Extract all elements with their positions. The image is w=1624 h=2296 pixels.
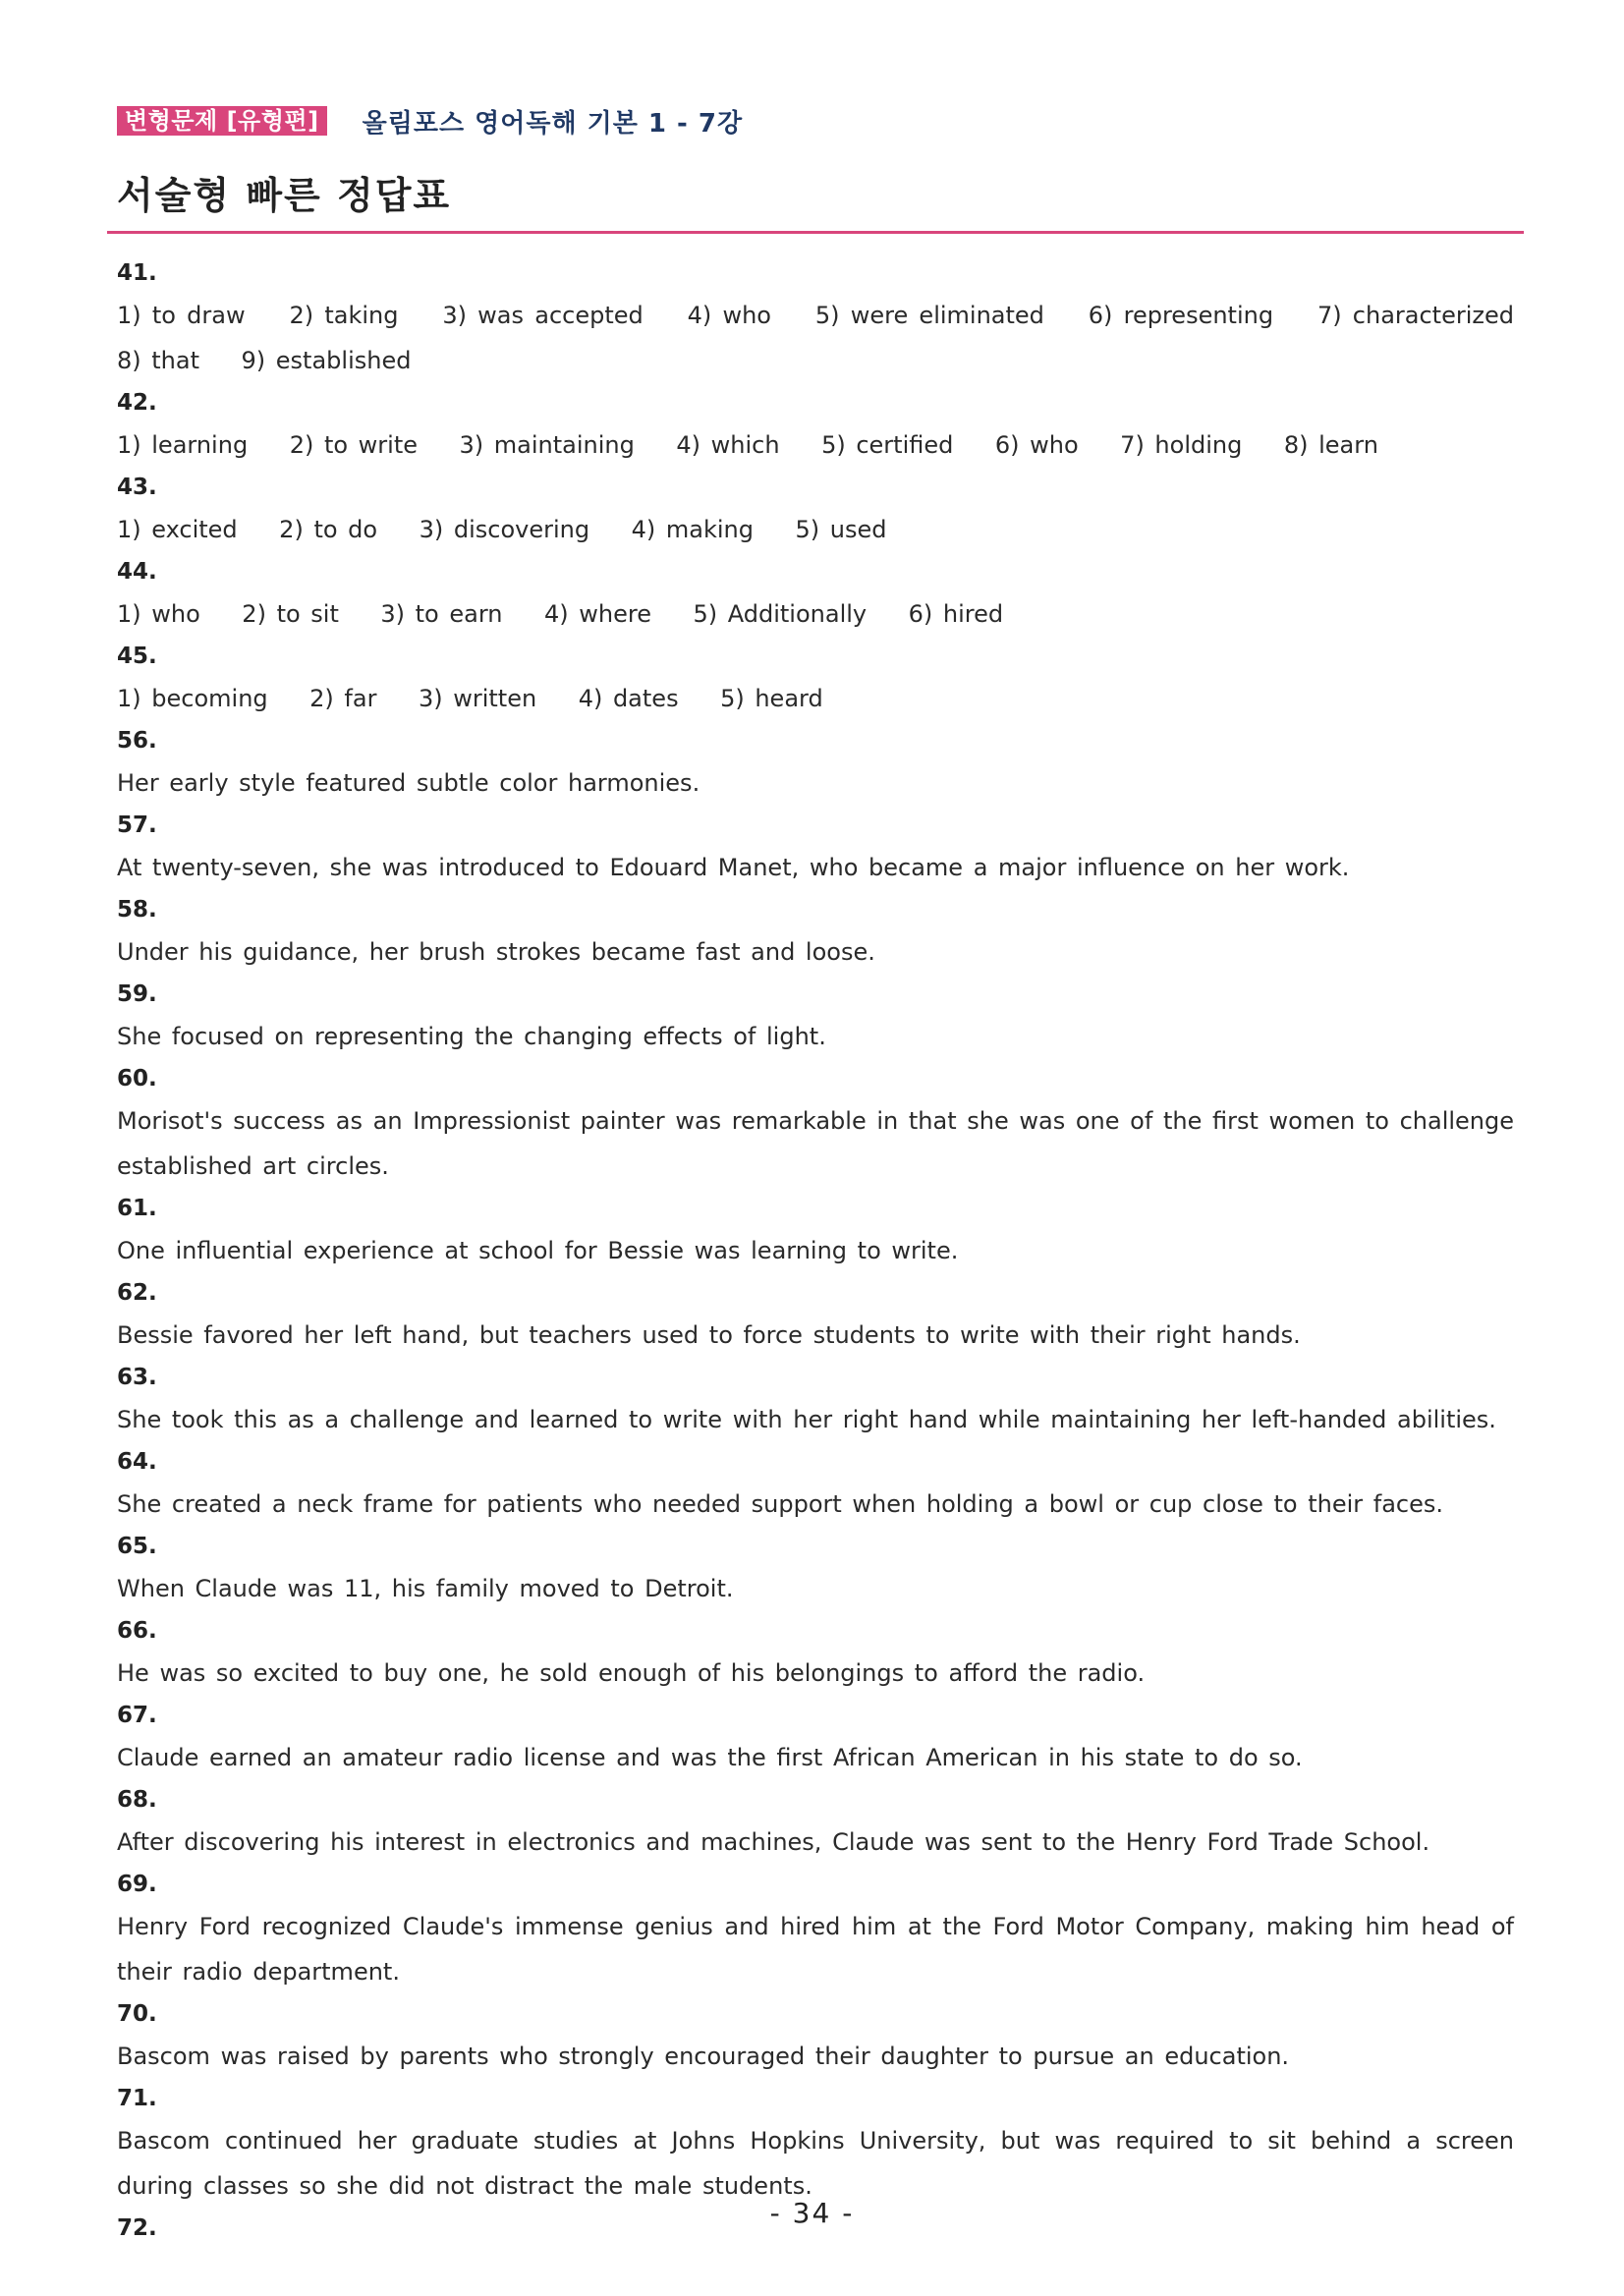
question-number: 43.	[117, 475, 157, 500]
answer-list	[117, 253, 1556, 2248]
answer-text: She created a neck frame for patients who needed support when holding a bowl or cup close to their faces.	[117, 1490, 1443, 1518]
answer-text: Bascom continued her graduate studies at Johns Hopkins University, but was required to sit behind a screen during classes so she did not distract the male students.	[117, 2127, 1525, 2200]
page-title: 서술형 빠른 정답표	[117, 174, 452, 217]
question-number: 56.	[117, 728, 157, 754]
page-header	[117, 104, 743, 138]
answer-item	[117, 806, 1514, 890]
question-number: 57.	[117, 812, 157, 838]
answer-item	[117, 890, 1514, 975]
question-number: 44.	[117, 559, 157, 585]
answer-item	[117, 1059, 1525, 1189]
question-number: 64.	[117, 1449, 157, 1475]
answer-item	[117, 975, 1514, 1059]
answer-text: 1) learning 2) to write 3) maintaining 4) which 5) certified 6) who 7) holding 8) learn	[117, 431, 1378, 459]
answer-item	[117, 383, 1514, 468]
answer-text: Bascom was raised by parents who strongly encouraged their daughter to pursue an education.	[117, 2043, 1290, 2070]
answer-text: After discovering his interest in electronics and machines, Claude was sent to the Henry Ford Trade School.	[117, 1828, 1430, 1856]
section-tag: 변형문제 [유형편]	[117, 106, 327, 136]
answer-item	[117, 1994, 1514, 2079]
question-number: 62.	[117, 1280, 157, 1306]
question-number: 58.	[117, 897, 157, 923]
answer-text: Morisot's success as an Impressionist painter was remarkable in that she was one of the first women to challenge established art circles.	[117, 1107, 1525, 1180]
question-number: 72.	[117, 2215, 157, 2241]
answer-item	[117, 1189, 1514, 1273]
question-number: 65.	[117, 1534, 157, 1559]
answer-item	[117, 1611, 1514, 1696]
answer-text: 1) excited 2) to do 3) discovering 4) making 5) used	[117, 516, 887, 543]
question-number: 63.	[117, 1365, 157, 1390]
answer-item	[117, 1273, 1514, 1358]
question-number: 68.	[117, 1787, 157, 1813]
question-number: 60.	[117, 1066, 157, 1092]
question-number: 45.	[117, 644, 157, 669]
question-number: 70.	[117, 2001, 157, 2027]
answer-item	[117, 468, 1514, 552]
answer-text: She took this as a challenge and learned to write with her right hand while maintaining her left-handed abilities.	[117, 1406, 1496, 1433]
answer-text: Henry Ford recognized Claude's immense genius and hired him at the Ford Motor Company, making him head of their radio department.	[117, 1913, 1525, 1986]
question-number: 41.	[117, 260, 157, 286]
answer-item	[117, 552, 1514, 637]
question-number: 67.	[117, 1703, 157, 1728]
answer-item	[117, 1865, 1525, 1994]
book-subtitle: 올림포스 영어독해 기본 1 - 7강	[362, 108, 744, 139]
answer-text: One influential experience at school for Bessie was learning to write.	[117, 1237, 959, 1264]
question-number: 42.	[117, 390, 157, 416]
header-divider	[107, 231, 1524, 234]
answer-text: 1) to draw 2) taking 3) was accepted 4) who 5) were eliminated 6) representing 7) characterized 8) that 9) established	[117, 302, 1556, 374]
answer-item	[117, 1358, 1514, 1442]
answer-item	[117, 721, 1514, 806]
answer-text: When Claude was 11, his family moved to Detroit.	[117, 1575, 734, 1602]
answer-item	[117, 2079, 1525, 2209]
answer-text: 1) becoming 2) far 3) written 4) dates 5) heard	[117, 685, 823, 712]
question-number: 71.	[117, 2086, 157, 2111]
answer-text: She focused on representing the changing effects of light.	[117, 1023, 826, 1050]
question-number: 69.	[117, 1872, 157, 1897]
answer-item	[117, 637, 1514, 721]
answer-item	[117, 253, 1556, 383]
answer-text: Claude earned an amateur radio license and was the first African American in his state to do so.	[117, 1744, 1303, 1771]
question-number: 59.	[117, 981, 157, 1007]
answer-item	[117, 1696, 1514, 1780]
answer-text: At twenty-seven, she was introduced to Edouard Manet, who became a major influence on her work.	[117, 854, 1350, 881]
answer-item	[117, 1527, 1514, 1611]
answer-item	[117, 1442, 1514, 1527]
answer-text: 1) who 2) to sit 3) to earn 4) where 5) Additionally 6) hired	[117, 600, 1004, 628]
question-number: 61.	[117, 1196, 157, 1221]
answer-text: He was so excited to buy one, he sold enough of his belongings to afford the radio.	[117, 1659, 1146, 1687]
page-number: - 34 -	[769, 2197, 855, 2229]
answer-item	[117, 1780, 1514, 1865]
answer-text: Bessie favored her left hand, but teachers used to force students to write with their right hands.	[117, 1321, 1301, 1349]
answer-text: Her early style featured subtle color harmonies.	[117, 769, 700, 797]
question-number: 66.	[117, 1618, 157, 1644]
answer-text: Under his guidance, her brush strokes became fast and loose.	[117, 938, 875, 966]
